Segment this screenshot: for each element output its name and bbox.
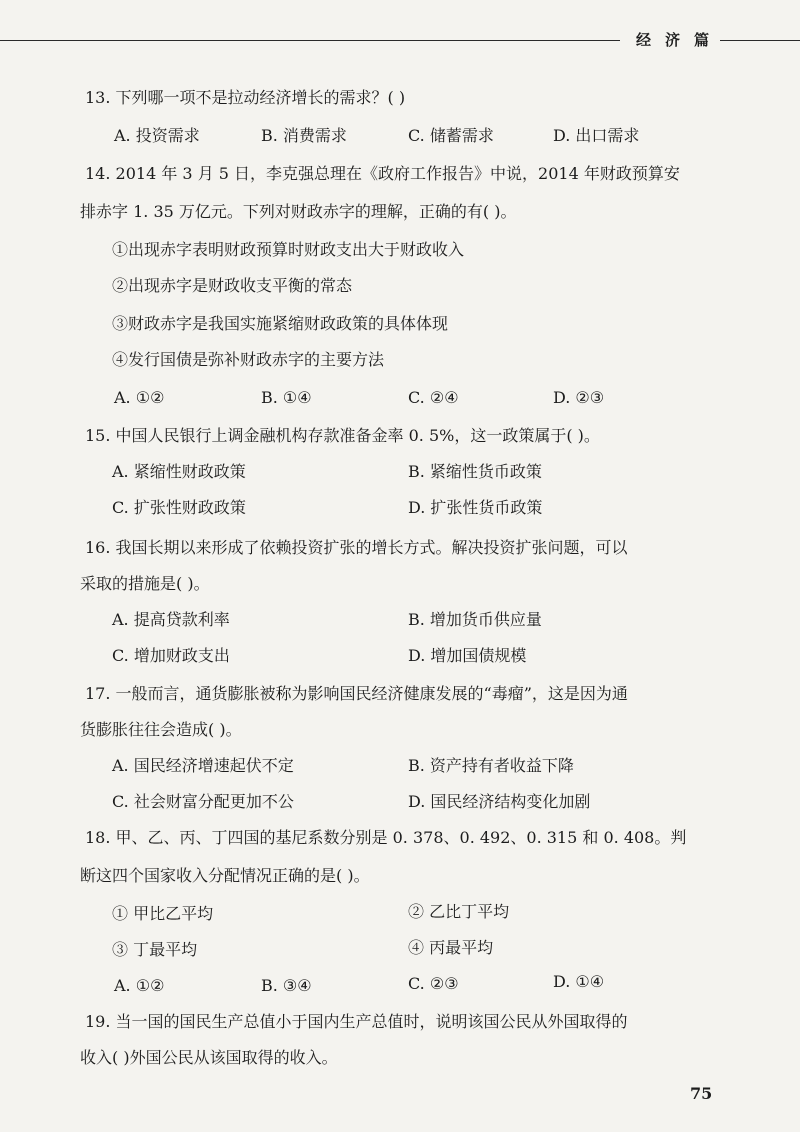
q16-option-b: B. 增加货币供应量 — [408, 610, 542, 629]
q16-option-a: A. 提高贷款利率 — [112, 610, 230, 629]
q18-statement-1: ① 甲比乙平均 — [112, 904, 214, 923]
q18-stem-line2: 断这四个国家收入分配情况正确的是( )。 — [80, 866, 370, 885]
q14-option-a: A. ①② — [114, 388, 165, 407]
q13-option-b: B. 消费需求 — [261, 126, 347, 145]
q14-statement-2: ②出现赤字是财政收支平衡的常态 — [112, 276, 353, 295]
q19-stem-line2: 收入( )外国公民从该国取得的收入。 — [80, 1048, 338, 1067]
q13-option-d: D. 出口需求 — [553, 126, 640, 145]
q18-statement-3: ③ 丁最平均 — [112, 940, 198, 959]
q17-stem-line2: 货膨胀往往会造成( )。 — [80, 720, 242, 739]
q17-option-a: A. 国民经济增速起伏不定 — [112, 756, 294, 775]
q18-statement-4: ④ 丙最平均 — [408, 938, 494, 957]
q13-stem: 13. 下列哪一项不是拉动经济增长的需求？( ) — [85, 88, 406, 107]
header-rule-left — [0, 40, 620, 41]
q18-option-b: B. ③④ — [261, 976, 312, 995]
q18-option-a: A. ①② — [114, 976, 165, 995]
q16-option-d: D. 增加国债规模 — [408, 646, 527, 665]
q18-option-d: D. ①④ — [553, 972, 605, 991]
q14-stem-line2: 排赤字 1. 35 万亿元。下列对财政赤字的理解，正确的有( )。 — [80, 202, 517, 221]
q16-stem-line2: 采取的措施是( )。 — [80, 574, 210, 593]
q14-option-c: C. ②④ — [408, 388, 459, 407]
q19-stem-line1: 19. 当一国的国民生产总值小于国内生产总值时，说明该国公民从外国取得的 — [85, 1012, 628, 1031]
q16-stem-line1: 16. 我国长期以来形成了依赖投资扩张的增长方式。解决投资扩张问题，可以 — [85, 538, 628, 557]
q15-option-a: A. 紧缩性财政政策 — [112, 462, 246, 481]
q15-option-c: C. 扩张性财政政策 — [112, 498, 246, 517]
q15-option-b: B. 紧缩性货币政策 — [408, 462, 542, 481]
q17-option-c: C. 社会财富分配更加不公 — [112, 792, 294, 811]
q14-stem-line1: 14. 2014 年 3 月 5 日，李克强总理在《政府工作报告》中说，2014 年财政预算安 — [85, 164, 680, 183]
q13-option-a: A. 投资需求 — [114, 126, 200, 145]
q14-statement-4: ④发行国债是弥补财政赤字的主要方法 — [112, 350, 385, 369]
page-number: 75 — [690, 1084, 713, 1103]
q15-option-d: D. 扩张性货币政策 — [408, 498, 543, 517]
q14-statement-3: ③财政赤字是我国实施紧缩财政政策的具体体现 — [112, 314, 449, 333]
q13-option-c: C. 储蓄需求 — [408, 126, 494, 145]
header-rule-right — [720, 40, 800, 41]
q16-option-c: C. 增加财政支出 — [112, 646, 230, 665]
q18-option-c: C. ②③ — [408, 974, 459, 993]
q18-stem-line1: 18. 甲、乙、丙、丁四国的基尼系数分别是 0. 378、0. 492、0. 315 和 0. 408。判 — [85, 828, 687, 847]
q15-stem: 15. 中国人民银行上调金融机构存款准备金率 0. 5%，这一政策属于( )。 — [85, 426, 600, 445]
q17-option-b: B. 资产持有者收益下降 — [408, 756, 574, 775]
header-title: 经济篇 — [636, 31, 724, 49]
q17-stem-line1: 17. 一般而言，通货膨胀被称为影响国民经济健康发展的“毒瘤”，这是因为通 — [85, 684, 628, 703]
q14-statement-1: ①出现赤字表明财政预算时财政支出大于财政收入 — [112, 240, 465, 259]
q14-option-d: D. ②③ — [553, 388, 605, 407]
q14-option-b: B. ①④ — [261, 388, 312, 407]
q17-option-d: D. 国民经济结构变化加剧 — [408, 792, 591, 811]
q18-statement-2: ② 乙比丁平均 — [408, 902, 510, 921]
